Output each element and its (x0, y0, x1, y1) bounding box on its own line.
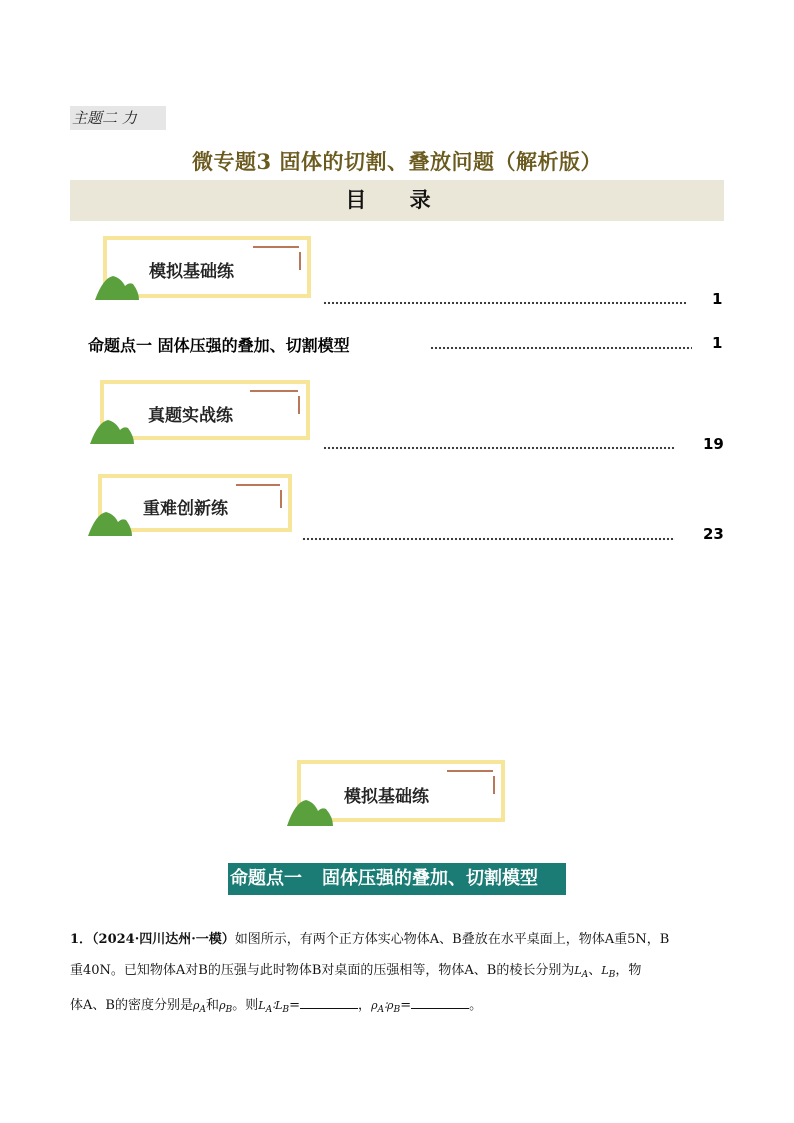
question-text: 如图所示，有两个正方体实心物体A、B叠放在水平桌面上，物体A重5N，B (234, 932, 670, 947)
toc-leader-dots (323, 446, 675, 450)
question-1 (70, 924, 726, 1025)
answer-blank-2[interactable] (411, 996, 469, 1009)
toc-page-number: 23 (703, 525, 724, 543)
question-text: 体A、B的密度分别是 (70, 998, 193, 1014)
question-line (70, 955, 726, 990)
question-text: ， (358, 998, 372, 1014)
topic-number: 命题点一 (230, 868, 302, 889)
hills-icon (93, 272, 141, 302)
topic-heading-bar (228, 863, 566, 895)
hills-icon (86, 508, 134, 538)
question-number: 1． (70, 932, 93, 947)
question-text: 。则 (232, 998, 259, 1014)
question-line (70, 924, 726, 955)
equals-sign: = (400, 998, 412, 1014)
toc-page-number: 1 (712, 334, 723, 352)
hills-icon (88, 416, 136, 446)
hills-icon (285, 796, 335, 828)
toc-badge-simulation[interactable] (93, 236, 311, 302)
toc-badge-real-exam[interactable] (88, 380, 310, 444)
toc-badge-label: 真题实战练 (148, 406, 233, 426)
toc-page-number: 1 (712, 290, 723, 308)
question-text: 。 (469, 998, 483, 1014)
topic-title: 固体压强的叠加、切割模型 (322, 868, 538, 889)
toc-page-number: 19 (703, 435, 724, 453)
question-text: ，物 (615, 963, 642, 978)
separator: 、 (588, 963, 602, 978)
toc-badge-label: 重难创新练 (143, 499, 228, 519)
answer-blank-1[interactable] (300, 996, 358, 1009)
symbol-la: $L_A$ (574, 964, 589, 981)
question-text: 重40N。已知物体A对B的压强与此时物体B对桌面的压强相等，物体A、B的棱长分别为 (70, 963, 575, 978)
question-text: 和 (206, 998, 220, 1014)
ratio-la-lb: $L_A∶L_B$ (258, 999, 290, 1016)
toc-leader-dots (323, 301, 686, 305)
symbol-rho-b: $\rho_B$ (219, 999, 233, 1016)
symbol-lb: $L_B$ (601, 964, 616, 981)
toc-leader-dots (302, 537, 675, 541)
ratio-rho-a-rho-b: $\rho_A∶\rho_B$ (371, 999, 401, 1016)
symbol-rho-a: $\rho_A$ (192, 999, 207, 1016)
toc-heading: 目 录 (70, 180, 724, 221)
question-source: （2024·四川达州·一模） (92, 932, 235, 947)
toc-badge-label: 模拟基础练 (149, 262, 234, 282)
theme-label: 主题二 力 (70, 106, 166, 130)
toc-entry-label[interactable]: 命题点一 固体压强的叠加、切割模型 (88, 336, 350, 355)
section-badge (285, 760, 505, 828)
toc-badge-innovation[interactable] (86, 474, 292, 538)
section-badge-label: 模拟基础练 (344, 787, 429, 807)
equals-sign: = (289, 998, 301, 1014)
document-title: 微专题3 固体的切割、叠放问题（解析版） (192, 149, 602, 174)
toc-leader-dots (430, 346, 692, 350)
question-line (70, 990, 726, 1025)
